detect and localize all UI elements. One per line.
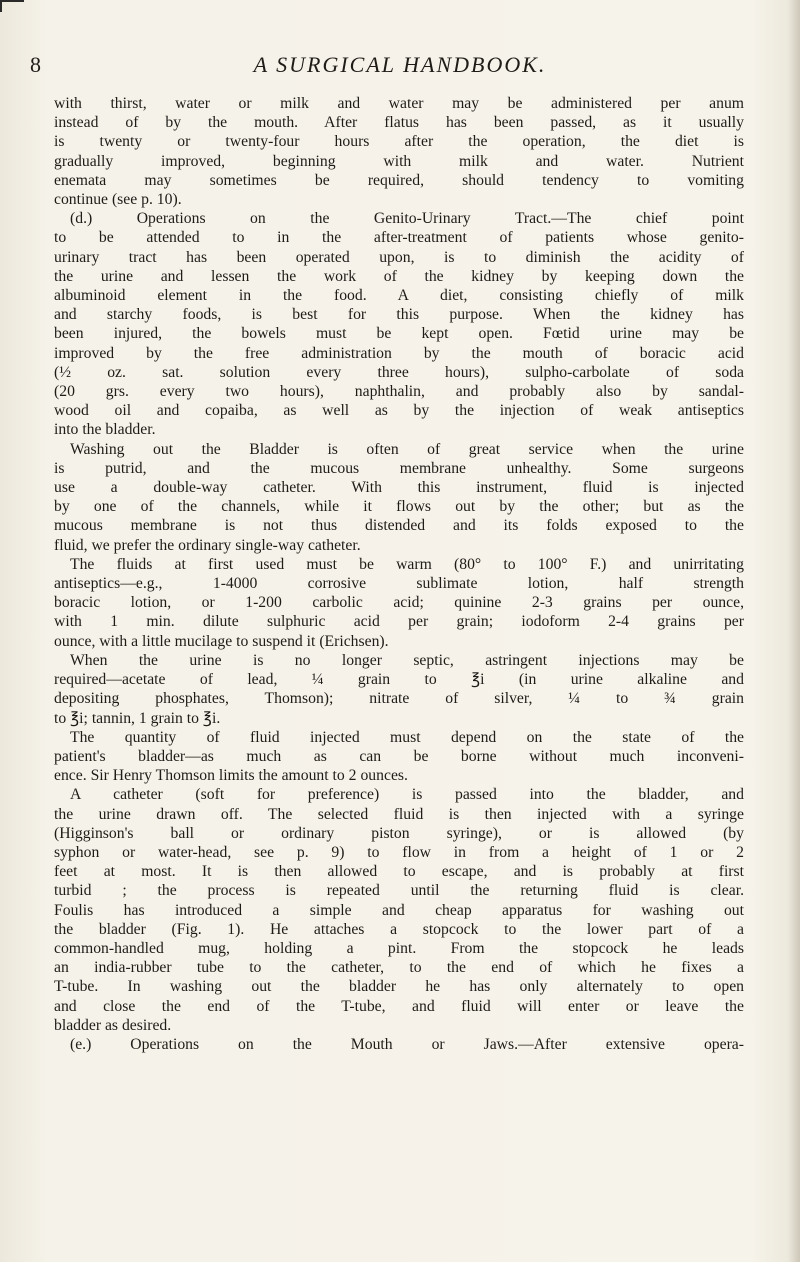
text-line: and starchy foods, is best for this purpose. When the kidney has xyxy=(54,306,744,324)
text-line: boracic lotion, or 1-200 carbolic acid; quinine 2-3 grains per ounce, xyxy=(54,594,744,612)
text-line: When the urine is no longer septic, astringent injections may be xyxy=(70,651,744,669)
text-line: fluid, we prefer the ordinary single-way catheter. xyxy=(54,536,361,554)
text-line: (Higginson's ball or ordinary piston syringe), or is allowed (by xyxy=(54,824,744,842)
text-line: urinary tract has been operated upon, is to diminish the acidity of xyxy=(54,248,744,266)
text-line: enemata may sometimes be required, should tendency to vomiting xyxy=(54,171,744,189)
text-line: T-tube. In washing out the bladder he has only alternately to open xyxy=(54,978,744,996)
text-line: by one of the channels, while it flows out by the other; but as the xyxy=(54,498,744,516)
text-line: antiseptics—e.g., 1-4000 corrosive sublimate lotion, half strength xyxy=(54,575,744,593)
text-line: Washing out the Bladder is often of great service when the urine xyxy=(70,440,744,458)
page-header xyxy=(30,52,670,82)
text-line: to be attended to in the after-treatment of patients whose genito- xyxy=(54,229,744,247)
text-line: an india-rubber tube to the catheter, to the end of which he fixes a xyxy=(54,959,744,977)
text-line: the urine and lessen the work of the kidney by keeping down the xyxy=(54,267,744,285)
text-line: patient's bladder—as much as can be borne without much inconveni- xyxy=(54,747,744,765)
text-line: feet at most. It is then allowed to escape, and is probably at first xyxy=(54,863,744,881)
text-line: Foulis has introduced a simple and cheap apparatus for washing out xyxy=(54,901,744,919)
text-line: into the bladder. xyxy=(54,421,156,439)
text-line: ounce, with a little mucilage to suspend it (Erichsen). xyxy=(54,632,389,650)
paragraph-genito-urinary xyxy=(54,209,744,439)
text-line: bladder as desired. xyxy=(54,1016,172,1034)
text-line: improved by the free administration by the mouth of boracic acid xyxy=(54,344,744,362)
text-line: syphon or water-head, see p. 9) to flow in from a height of 1 or 2 xyxy=(54,843,744,861)
text-line: use a double-way catheter. With this instrument, fluid is injected xyxy=(54,479,744,497)
text-line: required—acetate of lead, ¼ grain to ℥i (in urine alkaline and xyxy=(54,671,744,689)
text-line: The fluids at first used must be warm (80° to 100° F.) and unirritating xyxy=(70,555,744,573)
text-line: with 1 min. dilute sulphuric acid per grain; iodoform 2-4 grains per xyxy=(54,613,744,631)
text-line: (20 grs. every two hours), naphthalin, and probably also by sandal- xyxy=(54,383,744,401)
text-line: A catheter (soft for preference) is passed into the bladder, and xyxy=(70,786,744,804)
paragraph-washing-bladder xyxy=(54,440,744,555)
text-line: wood oil and copaiba, as well as by the injection of weak antiseptics xyxy=(54,402,744,420)
text-line: to ℥i; tannin, 1 grain to ℥i. xyxy=(54,709,221,727)
paragraph-nutrition xyxy=(54,94,744,209)
text-line: and close the end of the T-tube, and fluid will enter or leave the xyxy=(54,997,744,1015)
paragraph-catheter xyxy=(54,785,744,1035)
running-title: A SURGICAL HANDBOOK. xyxy=(253,52,547,77)
text-line: is putrid, and the mucous membrane unhealthy. Some surgeons xyxy=(54,459,744,477)
text-line: depositing phosphates, Thomson); nitrate of silver, ¼ to ¾ grain xyxy=(54,690,744,708)
paragraph-quantity xyxy=(54,728,744,786)
paragraph-astringent xyxy=(54,651,744,728)
body-text xyxy=(54,94,744,1054)
text-line: gradually improved, beginning with milk and water. Nutrient xyxy=(54,152,744,170)
text-line: turbid ; the process is repeated until the returning fluid is clear. xyxy=(54,882,744,900)
paragraph-mouth-jaws xyxy=(54,1035,744,1054)
scan-corner-mark xyxy=(0,0,24,12)
paragraph-fluids xyxy=(54,555,744,651)
page-edge-shadow xyxy=(788,0,800,1262)
text-line: ence. Sir Henry Thomson limits the amount to 2 ounces. xyxy=(54,767,408,785)
text-line: been injured, the bowels must be kept open. Fœtid urine may be xyxy=(54,325,744,343)
text-line: (½ oz. sat. solution every three hours), sulpho-carbolate of soda xyxy=(54,363,744,381)
text-line: albuminoid element in the food. A diet, consisting chiefly of milk xyxy=(54,287,744,305)
text-line: (d.) Operations on the Genito-Urinary Tract.—The chief point xyxy=(70,210,744,228)
text-line: mucous membrane is not thus distended and its folds exposed to the xyxy=(54,517,744,535)
text-line: (e.) Operations on the Mouth or Jaws.—After extensive opera- xyxy=(70,1035,744,1053)
text-line: common-handled mug, holding a pint. From the stopcock he leads xyxy=(54,939,744,957)
text-line: is twenty or twenty-four hours after the operation, the diet is xyxy=(54,133,744,151)
text-line: the bladder (Fig. 1). He attaches a stopcock to the lower part of a xyxy=(54,920,744,938)
text-line: The quantity of fluid injected must depend on the state of the xyxy=(70,728,744,746)
text-line: continue (see p. 10). xyxy=(54,191,182,209)
text-line: instead of by the mouth. After flatus has been passed, as it usually xyxy=(54,114,744,132)
text-line: the urine drawn off. The selected fluid is then injected with a syringe xyxy=(54,805,744,823)
text-line: with thirst, water or milk and water may be administered per anum xyxy=(54,95,744,112)
page-number: 8 xyxy=(30,52,41,77)
